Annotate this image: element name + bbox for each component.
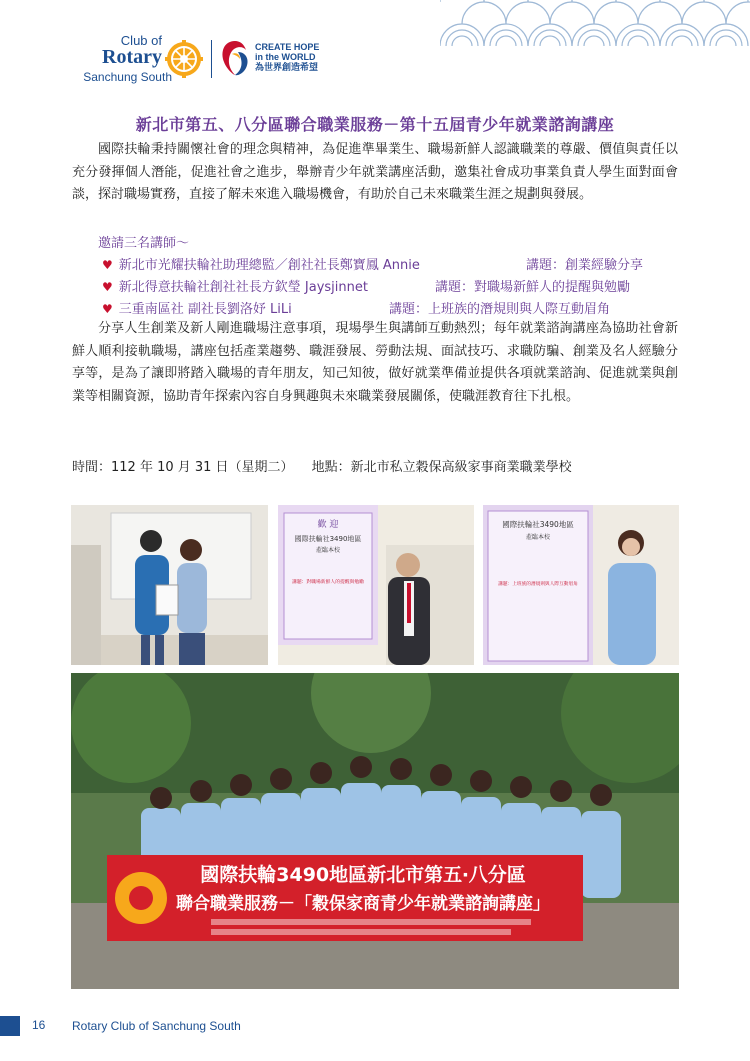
photo-speaker-welcome-sign [278, 505, 474, 665]
footer-club-name: Rotary Club of Sanchung South [72, 1019, 241, 1033]
speaker-topic: 講題：對職場新鮮人的提醒與勉勵 [435, 280, 631, 295]
hope-line-1: CREATE HOPE [255, 42, 320, 52]
heart-icon: ♥ [102, 302, 113, 316]
rotary-wheel-icon [165, 40, 203, 78]
sign-welcome: 歡 迎 [317, 520, 339, 530]
speaker-item [102, 276, 631, 295]
photo-group-banner [71, 673, 679, 989]
speaker-topic: 講題：上班族的潛規則與人際互動眉角 [389, 302, 611, 317]
heart-icon: ♥ [102, 280, 113, 294]
speaker-name: 新北得意扶輪社創社社長方欽瑩 Jaysjinnet [118, 280, 368, 295]
photo-award-illustration [71, 505, 268, 665]
photo-group-illustration [71, 673, 679, 989]
page-number: 16 [32, 1018, 46, 1032]
sign-district: 國際扶輪社3490地區 [294, 535, 362, 543]
hope-line-2: in the WORLD [255, 52, 316, 62]
footer-accent-bar [0, 1016, 20, 1036]
photo-speaker-illustration [278, 505, 474, 665]
sign-topic: 講題：上班族的潛規則與人際互動眉角 [498, 582, 578, 587]
photo-speaker-topic-sign [483, 505, 679, 665]
header-arc-pattern [440, 0, 750, 46]
club-of-text: Club of [120, 33, 162, 48]
logo-divider [211, 40, 212, 78]
heart-icon: ♥ [102, 258, 113, 272]
event-time: 時間：112 年 10 月 31 日（星期二） [72, 460, 294, 475]
club-location-text: Sanchung South [83, 70, 172, 84]
sign-district: 國際扶輪社3490地區 [502, 520, 574, 529]
speaker-item [102, 298, 611, 317]
speaker-item [102, 254, 644, 273]
banner-line-1: 國際扶輪3490地區新北市第五‧八分區 [200, 864, 526, 886]
photo-award-presentation [71, 505, 268, 665]
speaker-topic: 講題：創業經驗分享 [526, 258, 644, 273]
hope-line-3: 為世界創造希望 [255, 62, 319, 72]
article-title: 新北市第五、八分區聯合職業服務－第十五屆青少年就業諮詢講座 [135, 115, 615, 134]
sign-visit: 蒞臨本校 [525, 534, 551, 541]
intro-paragraph: 國際扶輪秉持關懷社會的理念與精神，為促進準畢業生、職場新鮮人認識職業的尊嚴、價值與責任以充分發揮個人潛能，促進社會之進步，舉辦青少年就業講座活動，邀集社會成功事業負責人學生面對面會談，探討職場實務，直接了解未來進入職場機會，有助於自己未來職業生涯之規劃與發展。 [72, 142, 678, 202]
create-hope-tagline [255, 42, 319, 72]
event-details [72, 456, 572, 475]
speaker-name: 三重南區社 副社長劉洛妤 LiLi [118, 302, 292, 317]
photo-speaker2-illustration [483, 505, 679, 665]
rotary-wordmark: Rotary [102, 46, 162, 68]
body-paragraph: 分享人生創業及新人剛進職場注意事項，現場學生與講師互動熱烈；每年就業諮詢講座為協助社會新鮮人順利接軌職場，講座包括產業趨勢、職涯發展、勞動法規、面試技巧、求職防騙、創業及名人經驗分享等，是為了讓即將踏入職場的青年朋友，知己知彼，做好就業準備並提供各項就業諮詢、促進就業與創業等相關資源，協助青年探索內容自身興趣與未來職業發展關係，使職涯教育往下扎根。 [72, 321, 678, 404]
event-location: 地點：新北市私立穀保高級家事商業職業學校 [311, 460, 572, 475]
banner-line-2: 聯合職業服務－「穀保家商青少年就業諮詢講座」 [176, 894, 550, 914]
invite-heading: 邀請三名講師～ [98, 236, 190, 251]
create-hope-emblem-icon [218, 38, 252, 78]
speaker-name: 新北市光耀扶輪社助理總監／創社社長鄭寶鳳 Annie [118, 258, 420, 273]
sign-visit: 蒞臨本校 [315, 547, 341, 554]
sign-topic: 講題：對職場新鮮人的提醒與勉勵 [292, 580, 364, 585]
